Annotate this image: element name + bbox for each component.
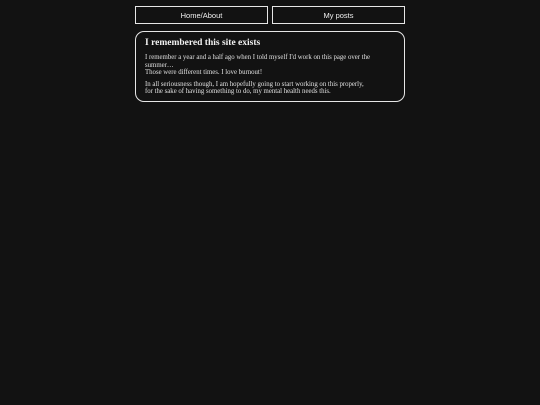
post-paragraph-1-line-3: Those were different times. I love burnout! bbox=[145, 69, 263, 77]
post-paragraph-2-line-2: for the sake of having something to do, my mental health needs this. bbox=[145, 88, 331, 96]
post-card bbox=[135, 31, 405, 102]
post-paragraph-1 bbox=[145, 54, 395, 77]
home-about-button[interactable]: Home/About bbox=[135, 6, 268, 24]
post-paragraph-1-line-1: I remember a year and a half ago when I told myself I'd work on this page over the bbox=[145, 54, 371, 61]
post-title: I remembered this site exists bbox=[145, 38, 261, 48]
post-paragraph-1-line-2: summer… bbox=[145, 61, 174, 69]
post-paragraph-2 bbox=[145, 81, 395, 96]
top-navigation bbox=[135, 6, 405, 24]
post-paragraph-2-line-1: In all seriousness though, I am hopefully going to start working on this properly, bbox=[145, 80, 364, 88]
my-posts-button[interactable]: My posts bbox=[272, 6, 405, 24]
